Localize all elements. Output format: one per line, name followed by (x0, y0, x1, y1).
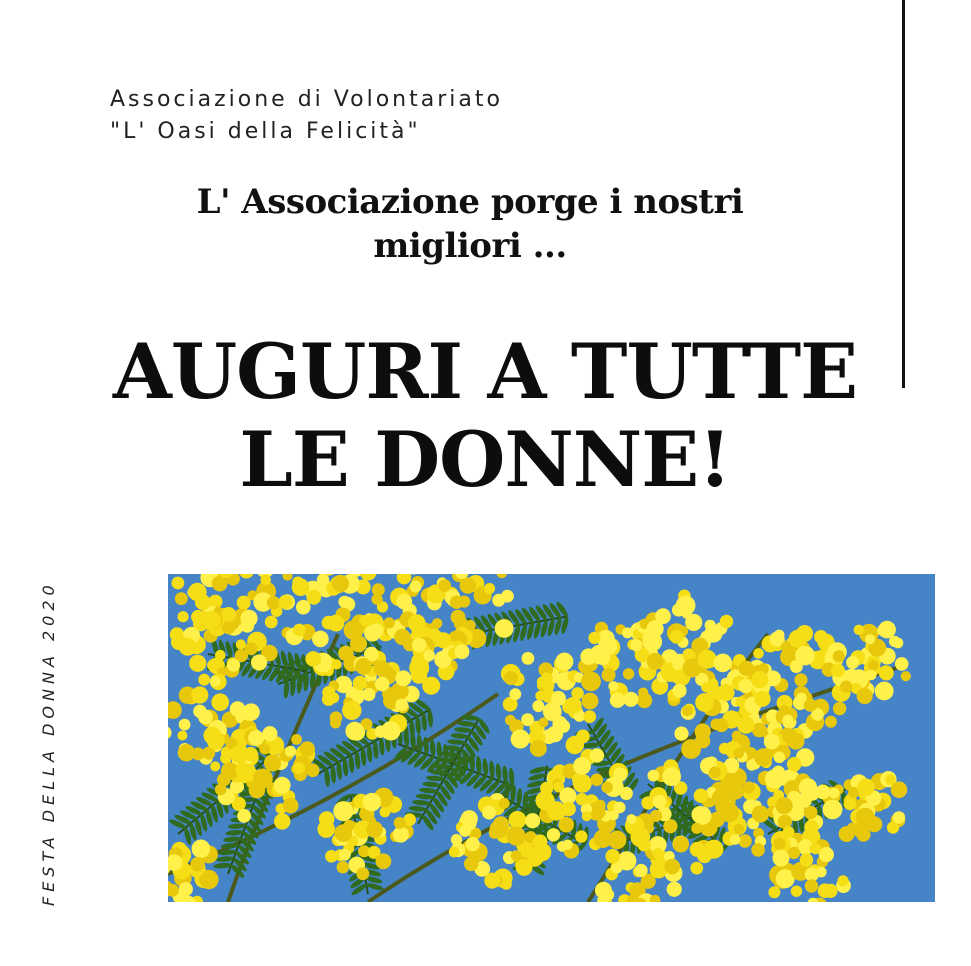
side-caption: FESTA DELLA DONNA 2020 (39, 580, 58, 906)
organization-line-2: "L' Oasi della Felicità" (110, 119, 421, 144)
mimosa-photo (168, 574, 935, 902)
greeting-subtitle (120, 180, 820, 268)
organization-name (110, 84, 503, 148)
headline-line-2: LE DONNE! (239, 415, 731, 504)
mimosa-illustration (168, 574, 935, 902)
subtitle-line-1: L' Associazione porge i nostri (196, 182, 744, 222)
headline-line-1: AUGURI A TUTTE (112, 327, 858, 416)
subtitle-line-2: migliori ... (373, 226, 567, 266)
organization-line-1: Associazione di Volontariato (110, 87, 503, 112)
main-headline (60, 328, 910, 504)
